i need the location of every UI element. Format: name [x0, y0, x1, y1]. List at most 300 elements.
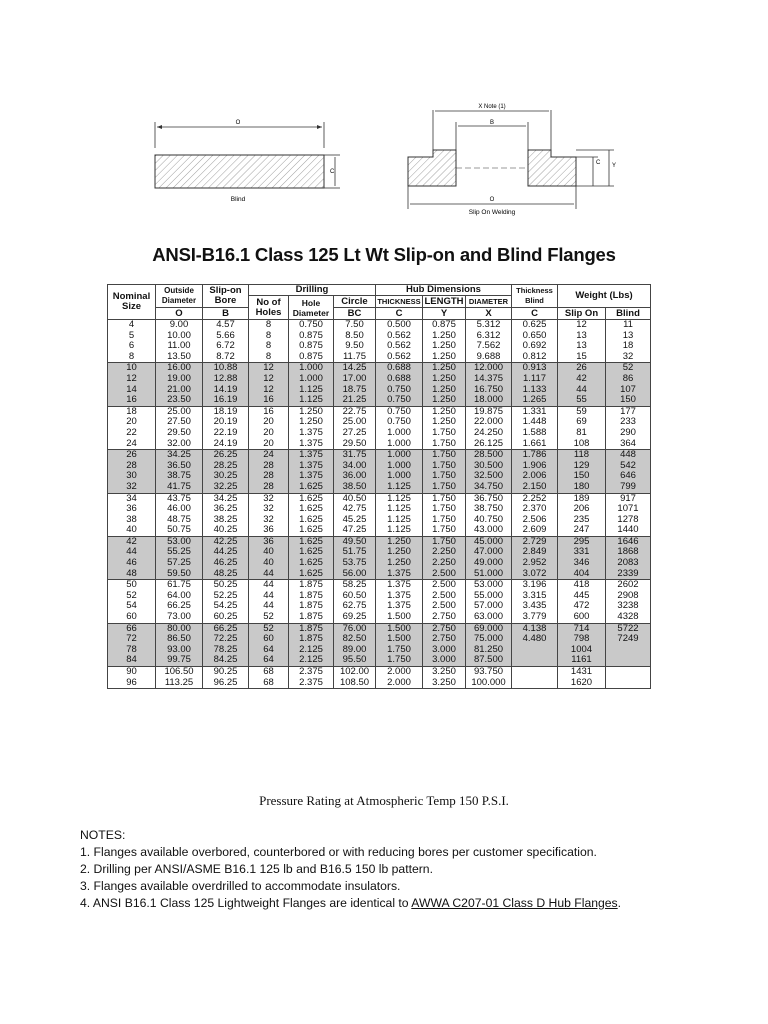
table-cell: 29.50	[156, 428, 203, 439]
table-cell: 1.250	[376, 558, 423, 569]
table-cell: 0.750	[376, 395, 423, 406]
table-cell: 346	[558, 558, 606, 569]
header-diameter-symbol: X	[466, 308, 512, 320]
table-cell: 0.500	[376, 320, 423, 331]
table-cell: 2.952	[512, 558, 558, 569]
table-cell: 2.006	[512, 471, 558, 482]
table-cell: 6.72	[203, 341, 249, 352]
table-cell: 404	[558, 569, 606, 580]
table-cell: 1431	[558, 667, 606, 678]
table-cell: 1.625	[289, 558, 334, 569]
table-cell: 46	[108, 558, 156, 569]
table-cell: 87.500	[466, 655, 512, 666]
table-cell: 10.88	[203, 363, 249, 374]
table-cell: 1.625	[289, 482, 334, 493]
table-cell: 5	[108, 331, 156, 342]
table-cell: 78	[108, 645, 156, 656]
note-3: 3. Flanges available overdrilled to accommodate insulators.	[80, 879, 401, 893]
table-cell: 16	[249, 406, 289, 417]
table-cell: 0.562	[376, 331, 423, 342]
table-cell: 40	[249, 558, 289, 569]
table-cell: 2.125	[289, 645, 334, 656]
table-cell: 129	[558, 461, 606, 472]
table-cell: 1.750	[423, 461, 466, 472]
table-cell: 290	[606, 428, 651, 439]
table-row	[108, 363, 651, 374]
note-2: 2. Drilling per ANSI/ASME B16.1 125 lb and B16.5 150 lb pattern.	[80, 862, 433, 876]
page-title: ANSI-B16.1 Class 125 Lt Wt Slip-on and Blind Flanges	[152, 244, 616, 265]
table-cell: 27.25	[334, 428, 376, 439]
table-cell: 1.875	[289, 634, 334, 645]
table-cell	[606, 645, 651, 656]
table-cell: 1.250	[423, 385, 466, 396]
header-hole-diameter: Hole Diameter	[289, 296, 334, 320]
table-cell: 55	[558, 395, 606, 406]
table-cell: 36	[108, 504, 156, 515]
table-cell: 25.00	[334, 417, 376, 428]
flange-table-body	[108, 320, 651, 689]
table-cell: 12.88	[203, 374, 249, 385]
table-cell: 2.125	[289, 655, 334, 666]
table-cell: 0.688	[376, 374, 423, 385]
table-cell: 32	[249, 504, 289, 515]
table-cell: 3.000	[423, 645, 466, 656]
table-cell: 12	[108, 374, 156, 385]
table-cell: 38.25	[203, 515, 249, 526]
table-cell: 32	[606, 352, 651, 363]
table-cell: 43.000	[466, 525, 512, 536]
table-cell: 180	[558, 482, 606, 493]
table-cell: 1.000	[289, 374, 334, 385]
table-cell: 84	[108, 655, 156, 666]
table-cell: 542	[606, 461, 651, 472]
table-cell: 1.250	[423, 395, 466, 406]
table-cell: 24.250	[466, 428, 512, 439]
table-cell: 73.00	[156, 612, 203, 623]
table-row	[108, 504, 651, 515]
table-cell: 8.50	[334, 331, 376, 342]
table-cell: 47.000	[466, 547, 512, 558]
table-cell: 8	[249, 352, 289, 363]
table-cell: 16	[108, 395, 156, 406]
table-cell: 76.00	[334, 623, 376, 634]
table-cell: 49.50	[334, 536, 376, 547]
table-cell: 34.750	[466, 482, 512, 493]
table-row	[108, 645, 651, 656]
table-cell: 86	[606, 374, 651, 385]
note-4	[80, 895, 740, 912]
table-cell: 28	[108, 461, 156, 472]
table-row	[108, 623, 651, 634]
table-cell: 1.875	[289, 601, 334, 612]
header-blind-thickness-symbol: C	[512, 308, 558, 320]
table-cell: 78.25	[203, 645, 249, 656]
table-cell: 1.375	[289, 471, 334, 482]
table-cell: 50	[108, 580, 156, 591]
table-cell: 1.786	[512, 450, 558, 461]
table-cell: 1.750	[376, 645, 423, 656]
table-cell: 54	[108, 601, 156, 612]
table-cell: 1.750	[423, 504, 466, 515]
table-cell: 2.500	[423, 591, 466, 602]
table-cell: 28.500	[466, 450, 512, 461]
table-row	[108, 580, 651, 591]
table-cell: 45.25	[334, 515, 376, 526]
table-cell: 64	[249, 645, 289, 656]
table-row	[108, 439, 651, 450]
table-cell: 52	[249, 623, 289, 634]
table-cell: 2602	[606, 580, 651, 591]
table-cell: 0.913	[512, 363, 558, 374]
table-cell: 28	[249, 471, 289, 482]
table-cell: 2908	[606, 591, 651, 602]
table-cell: 16.19	[203, 395, 249, 406]
table-cell: 34	[108, 493, 156, 504]
table-cell: 90	[108, 667, 156, 678]
table-cell: 21.25	[334, 395, 376, 406]
table-cell: 24.19	[203, 439, 249, 450]
table-row	[108, 525, 651, 536]
table-cell: 2.250	[423, 547, 466, 558]
table-row	[108, 482, 651, 493]
note-4-suffix: .	[617, 896, 622, 910]
table-cell: 68	[249, 678, 289, 689]
table-cell: 26.25	[203, 450, 249, 461]
table-cell: 1.375	[376, 580, 423, 591]
table-cell: 1.250	[423, 406, 466, 417]
table-cell: 0.562	[376, 341, 423, 352]
table-cell: 44	[558, 385, 606, 396]
table-cell: 61.75	[156, 580, 203, 591]
table-cell	[512, 678, 558, 689]
table-cell: 445	[558, 591, 606, 602]
table-cell: 42	[108, 536, 156, 547]
table-cell: 1.625	[289, 569, 334, 580]
table-cell: 1.125	[376, 493, 423, 504]
table-cell: 0.750	[376, 406, 423, 417]
table-cell: 6	[108, 341, 156, 352]
table-cell: 26.125	[466, 439, 512, 450]
table-cell: 34.25	[203, 493, 249, 504]
table-cell: 22.000	[466, 417, 512, 428]
table-cell: 69	[558, 417, 606, 428]
table-cell: 8	[249, 331, 289, 342]
table-cell: 42	[558, 374, 606, 385]
table-row	[108, 678, 651, 689]
header-hub-dimensions: Hub Dimensions	[376, 285, 512, 296]
table-cell: 72.25	[203, 634, 249, 645]
table-cell: 2.000	[376, 678, 423, 689]
table-cell: 206	[558, 504, 606, 515]
blind-flange-drawing	[155, 120, 340, 203]
table-cell: 49.000	[466, 558, 512, 569]
table-cell: 60	[108, 612, 156, 623]
table-cell: 9.00	[156, 320, 203, 331]
table-cell: 36.750	[466, 493, 512, 504]
table-cell: 1.375	[289, 428, 334, 439]
table-cell: 14.375	[466, 374, 512, 385]
table-cell: 50.75	[156, 525, 203, 536]
table-cell: 108	[558, 439, 606, 450]
table-cell: 11.75	[334, 352, 376, 363]
table-cell: 2.609	[512, 525, 558, 536]
table-cell: 1.125	[376, 504, 423, 515]
header-weight-blind: Blind	[606, 308, 651, 320]
table-cell: 1646	[606, 536, 651, 547]
table-cell: 52	[249, 612, 289, 623]
table-cell: 80.00	[156, 623, 203, 634]
table-cell: 2.252	[512, 493, 558, 504]
table-cell: 51.75	[334, 547, 376, 558]
table-cell: 32	[108, 482, 156, 493]
table-row	[108, 515, 651, 526]
table-cell: 106.50	[156, 667, 203, 678]
table-cell: 0.750	[376, 385, 423, 396]
table-cell: 1.250	[423, 331, 466, 342]
table-cell: 7249	[606, 634, 651, 645]
table-cell: 30	[108, 471, 156, 482]
table-cell: 22	[108, 428, 156, 439]
table-cell: 189	[558, 493, 606, 504]
table-cell: 12	[249, 363, 289, 374]
table-cell: 36	[249, 536, 289, 547]
table-cell: 21.00	[156, 385, 203, 396]
table-cell: 1.117	[512, 374, 558, 385]
table-cell: 93.750	[466, 667, 512, 678]
header-slipon-bore-symbol: B	[203, 308, 249, 320]
table-cell: 32.500	[466, 471, 512, 482]
table-cell: 1.331	[512, 406, 558, 417]
header-diameter: DIAMETER	[466, 296, 512, 308]
table-cell: 23.50	[156, 395, 203, 406]
table-cell: 1.625	[289, 504, 334, 515]
flange-diagram	[0, 0, 768, 230]
table-cell: 1.750	[423, 439, 466, 450]
table-cell: 1.250	[423, 374, 466, 385]
table-cell: 1278	[606, 515, 651, 526]
table-cell: 0.750	[289, 320, 334, 331]
table-cell: 18.000	[466, 395, 512, 406]
table-cell: 12	[249, 385, 289, 396]
table-cell: 82.50	[334, 634, 376, 645]
table-cell: 100.000	[466, 678, 512, 689]
table-cell: 99.75	[156, 655, 203, 666]
table-cell: 40.750	[466, 515, 512, 526]
table-cell: 247	[558, 525, 606, 536]
table-cell: 0.875	[423, 320, 466, 331]
table-cell: 1.875	[289, 612, 334, 623]
table-cell: 38.750	[466, 504, 512, 515]
table-row	[108, 655, 651, 666]
table-cell: 15	[558, 352, 606, 363]
table-cell	[512, 645, 558, 656]
table-cell: 30.25	[203, 471, 249, 482]
table-cell: 36.00	[334, 471, 376, 482]
table-cell: 1.375	[376, 601, 423, 612]
header-no-holes: No of Holes	[249, 296, 289, 320]
table-cell: 30.500	[466, 461, 512, 472]
blind-dim-c: C	[330, 169, 335, 175]
table-cell: 55.000	[466, 591, 512, 602]
table-cell: 90.25	[203, 667, 249, 678]
table-cell: 52	[108, 591, 156, 602]
header-outside-symbol: O	[156, 308, 203, 320]
table-cell: 53.00	[156, 536, 203, 547]
table-cell: 1.250	[423, 417, 466, 428]
table-cell: 1.750	[376, 655, 423, 666]
table-cell	[606, 655, 651, 666]
table-cell: 60.50	[334, 591, 376, 602]
table-cell: 48.75	[156, 515, 203, 526]
slipon-dim-b: B	[489, 120, 495, 126]
table-row	[108, 395, 651, 406]
table-cell: 64.00	[156, 591, 203, 602]
table-cell: 46.25	[203, 558, 249, 569]
header-slipon-bore: Slip-on Bore	[203, 285, 249, 308]
table-row	[108, 450, 651, 461]
table-row	[108, 547, 651, 558]
table-cell: 34.00	[334, 461, 376, 472]
table-cell: 24	[108, 439, 156, 450]
table-cell: 5.66	[203, 331, 249, 342]
table-cell: 102.00	[334, 667, 376, 678]
table-cell: 472	[558, 601, 606, 612]
table-cell: 6.312	[466, 331, 512, 342]
table-cell: 8	[249, 320, 289, 331]
table-cell: 62.75	[334, 601, 376, 612]
table-cell: 2.375	[289, 678, 334, 689]
table-cell: 2.729	[512, 536, 558, 547]
table-cell: 32.00	[156, 439, 203, 450]
table-cell	[606, 667, 651, 678]
table-cell: 13.50	[156, 352, 203, 363]
table-cell: 1.750	[423, 482, 466, 493]
table-cell: 14	[108, 385, 156, 396]
header-outside-diameter: Outside Diameter	[156, 285, 203, 308]
table-cell: 42.25	[203, 536, 249, 547]
table-cell: 4.138	[512, 623, 558, 634]
slipon-flange-drawing	[408, 104, 616, 216]
table-cell	[512, 655, 558, 666]
table-cell: 28	[249, 482, 289, 493]
table-cell: 3.000	[423, 655, 466, 666]
table-cell: 1.375	[289, 461, 334, 472]
table-cell: 29.50	[334, 439, 376, 450]
table-row	[108, 536, 651, 547]
table-cell: 1.000	[376, 439, 423, 450]
table-cell: 2339	[606, 569, 651, 580]
table-cell: 177	[606, 406, 651, 417]
notes-section	[80, 827, 740, 912]
table-cell: 48.25	[203, 569, 249, 580]
table-row	[108, 471, 651, 482]
table-cell: 1.133	[512, 385, 558, 396]
table-cell: 418	[558, 580, 606, 591]
table-cell: 0.562	[376, 352, 423, 363]
table-cell: 51.000	[466, 569, 512, 580]
slipon-caption: Slip On Welding	[468, 209, 516, 216]
table-cell: 36.25	[203, 504, 249, 515]
table-cell: 40.25	[203, 525, 249, 536]
table-cell: 44.25	[203, 547, 249, 558]
table-cell: 59	[558, 406, 606, 417]
table-cell: 10.00	[156, 331, 203, 342]
table-cell: 96	[108, 678, 156, 689]
table-cell: 3238	[606, 601, 651, 612]
table-cell: 3.435	[512, 601, 558, 612]
table-cell: 3.072	[512, 569, 558, 580]
table-cell: 16	[249, 395, 289, 406]
table-cell: 27.50	[156, 417, 203, 428]
table-cell: 1.875	[289, 580, 334, 591]
flange-table	[107, 284, 651, 689]
table-cell: 1.448	[512, 417, 558, 428]
table-cell: 1071	[606, 504, 651, 515]
table-cell: 44	[249, 601, 289, 612]
table-cell: 1.875	[289, 591, 334, 602]
table-cell: 22.19	[203, 428, 249, 439]
table-cell: 1.250	[289, 417, 334, 428]
table-cell: 364	[606, 439, 651, 450]
table-cell: 1.125	[376, 515, 423, 526]
table-cell: 1.750	[423, 471, 466, 482]
slipon-dim-o: O	[489, 197, 495, 203]
table-row	[108, 612, 651, 623]
header-thickness: THICKNESS	[377, 296, 421, 306]
slipon-dim-c: C	[596, 160, 601, 166]
table-cell: 28.25	[203, 461, 249, 472]
table-cell: 28	[249, 461, 289, 472]
table-cell: 53.75	[334, 558, 376, 569]
table-cell: 1.250	[376, 547, 423, 558]
table-cell: 2.250	[423, 558, 466, 569]
table-cell: 19.875	[466, 406, 512, 417]
table-cell: 1.500	[376, 623, 423, 634]
header-nominal-size: Nominal Size	[108, 285, 156, 320]
table-cell: 7.562	[466, 341, 512, 352]
table-cell: 1.500	[376, 634, 423, 645]
table-cell: 47.25	[334, 525, 376, 536]
table-cell: 1.000	[376, 471, 423, 482]
table-cell: 600	[558, 612, 606, 623]
table-cell: 2.500	[423, 580, 466, 591]
table-cell: 233	[606, 417, 651, 428]
table-cell: 8	[108, 352, 156, 363]
table-cell: 32	[249, 493, 289, 504]
flange-table-wrapper	[107, 284, 651, 689]
table-cell: 66	[108, 623, 156, 634]
table-cell: 16.750	[466, 385, 512, 396]
table-cell: 295	[558, 536, 606, 547]
table-cell: 13	[606, 331, 651, 342]
table-cell: 72	[108, 634, 156, 645]
header-thickness-symbol: C	[376, 308, 423, 320]
table-cell: 2.000	[376, 667, 423, 678]
table-row	[108, 406, 651, 417]
awwa-link[interactable]: AWWA C207-01 Class D Hub Flanges	[411, 896, 618, 910]
table-row	[108, 493, 651, 504]
table-cell: 714	[558, 623, 606, 634]
table-cell: 42.75	[334, 504, 376, 515]
table-cell: 4.57	[203, 320, 249, 331]
notes-heading: NOTES:	[80, 828, 126, 842]
table-cell: 46.00	[156, 504, 203, 515]
table-cell: 44	[108, 547, 156, 558]
table-cell: 1.750	[423, 450, 466, 461]
table-cell: 3.779	[512, 612, 558, 623]
table-cell: 3.315	[512, 591, 558, 602]
table-cell: 5.312	[466, 320, 512, 331]
